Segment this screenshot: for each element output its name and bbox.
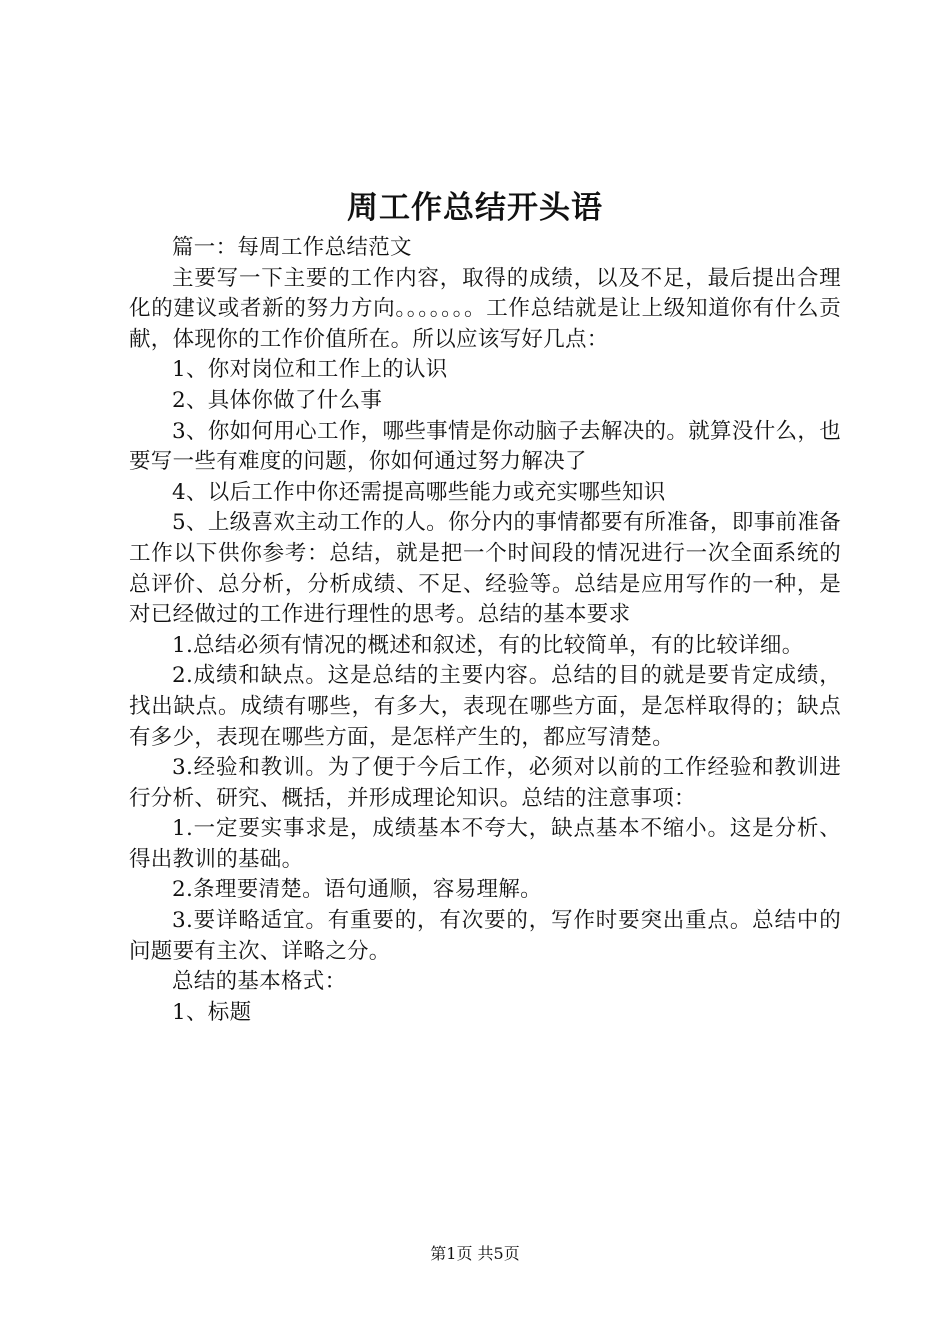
paragraph: 3.经验和教训。为了便于今后工作，必须对以前的工作经验和教训进行分析、研究、概括，并形成理论知识。总结的注意事项： [129, 755, 841, 811]
paragraph: 1.总结必须有情况的概述和叙述，有的比较简单，有的比较详细。 [172, 632, 804, 658]
paragraph: 5、上级喜欢主动工作的人。你分内的事情都要有所准备，即事前准备工作以下供你参考：总结，就是把一个时间段的情况进行一次全面系统的总评价、总分析，分析成绩、不足、经验等。总结是应用写作的一种，是对已经做过的工作进行理性的思考。总结的基本要求 [129, 510, 841, 628]
page-footer: 第1页 共5页 [430, 1244, 520, 1263]
paragraph: 1、标题 [172, 999, 252, 1025]
paragraph: 1.一定要实事求是，成绩基本不夸大，缺点基本不缩小。这是分析、得出教训的基础。 [129, 816, 841, 872]
paragraph: 总结的基本格式： [172, 969, 347, 995]
document-body [129, 233, 841, 1028]
paragraph: 3.要详略适宜。有重要的，有次要的，写作时要突出重点。总结中的问题要有主次、详略之分。 [129, 908, 841, 964]
paragraph: 3、你如何用心工作，哪些事情是你动脑子去解决的。就算没什么，也要写一些有难度的问题，你如何通过努力解决了 [129, 418, 841, 475]
paragraph: 2.成绩和缺点。这是总结的主要内容。总结的目的就是要肯定成绩，找出缺点。成绩有哪些，有多大，表现在哪些方面，是怎样取得的；缺点有多少，表现在哪些方面，是怎样产生的，都应写清楚。 [129, 663, 841, 750]
paragraph: 2、具体你做了什么事 [172, 387, 383, 413]
paragraph: 主要写一下主要的工作内容，取得的成绩，以及不足，最后提出合理化的建议或者新的努力方向。。。。。。。工作总结就是让上级知道你有什么贡献，体现你的工作价值所在。所以应该写好几点： [129, 265, 841, 352]
paragraph: 篇一：每周工作总结范文 [172, 235, 412, 260]
paragraph: 2.条理要清楚。语句通顺，容易理解。 [172, 877, 542, 903]
paragraph: 1、你对岗位和工作上的认识 [172, 357, 448, 383]
document-title: 周工作总结开头语 [347, 190, 603, 226]
paragraph: 4、以后工作中你还需提高哪些能力或充实哪些知识 [172, 479, 666, 505]
